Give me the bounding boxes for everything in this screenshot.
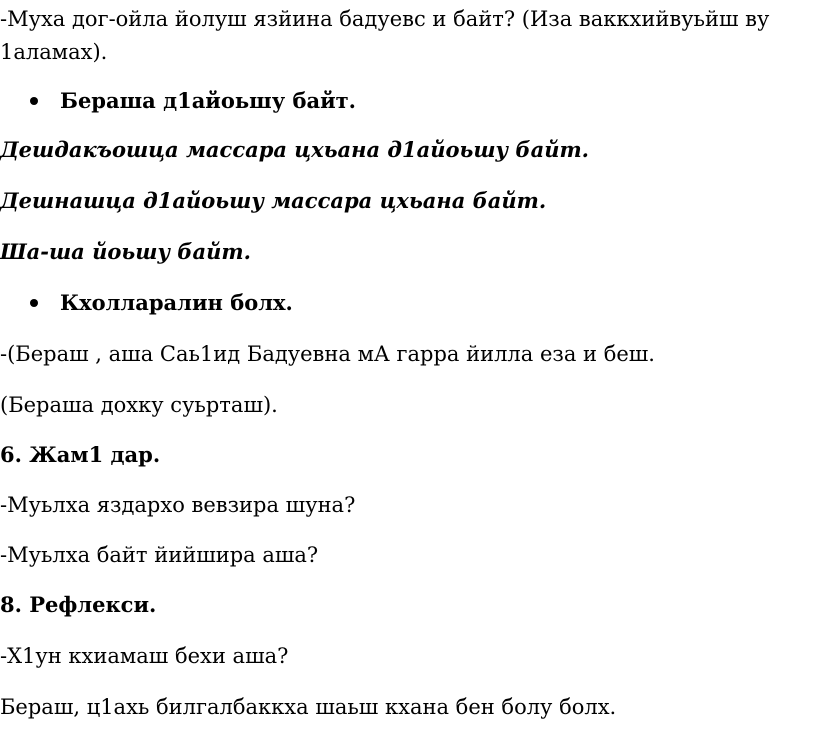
- bullet-label: Бераша д1айоьшу байт.: [60, 88, 356, 113]
- paragraph-text: -Муьлха яздархо вевзира шуна?: [0, 493, 356, 517]
- paragraph-text: -Муха дог-ойла йолуш язйина бадуевс и байт? (Иза ваккхийвуьйш ву: [0, 7, 770, 31]
- paragraph-text: -Муьлха байт йийшира аша?: [0, 543, 319, 567]
- bullet-item: [30, 86, 356, 116]
- paragraph-text: -Х1ун кхиамаш бехи аша?: [0, 644, 289, 668]
- italic-instruction: Дешдакъошца массара цхьана д1айоьшу байт.: [0, 137, 589, 162]
- italic-instruction: Дешнашца д1айоьшу массара цхьана байт.: [0, 188, 547, 213]
- paragraph-text: 1аламах).: [0, 40, 108, 64]
- bullet-item: [30, 288, 293, 318]
- paragraph-text: (Бераша дохку суьрташ).: [0, 393, 278, 417]
- section-heading: 6. Жам1 дар.: [0, 442, 161, 467]
- paragraph-text: Бераш, ц1ахь билгалбаккха шаьш кхана бен болу болх.: [0, 695, 617, 719]
- section-heading: 8. Рефлекси.: [0, 592, 157, 617]
- paragraph-text: -(Бераш , аша Саь1ид Бадуевна мА гарра йилла еза и беш.: [0, 342, 655, 366]
- bullet-label: Кхолларалин болх.: [60, 290, 293, 315]
- bullet-icon: [30, 97, 38, 105]
- italic-instruction: Ша-ша йоьшу байт.: [0, 239, 251, 264]
- bullet-icon: [30, 299, 38, 307]
